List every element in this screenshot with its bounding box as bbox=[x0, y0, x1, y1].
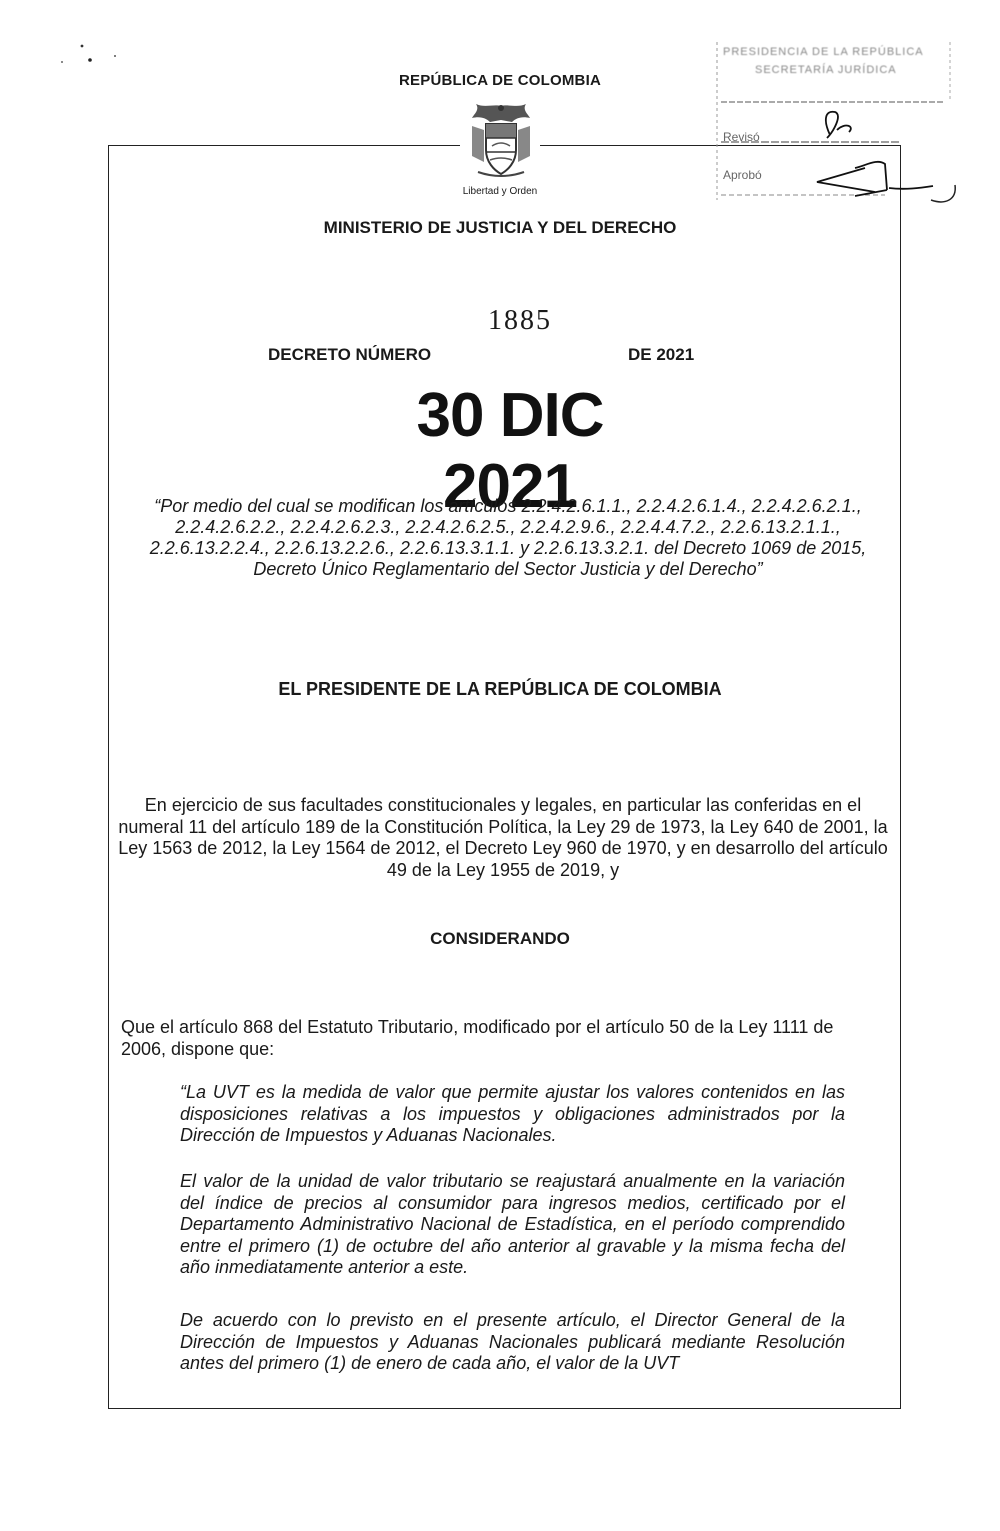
quote-paragraph: “La UVT es la medida de valor que permite ajustar los valores contenidos en las disposiciones relativas a los impuestos y obligaciones administrados por la Dirección de Impuestos y Aduanas Nacionales. bbox=[180, 1082, 845, 1145]
stamp-line-1: PRESIDENCIA DE LA REPÚBLICA bbox=[723, 46, 924, 58]
frame-bottom-line bbox=[108, 1408, 901, 1409]
date-stamp: 30 DIC 2021 bbox=[416, 381, 604, 521]
coat-of-arms-icon bbox=[466, 100, 536, 182]
decree-number: 1885 bbox=[488, 305, 552, 336]
considering-heading: CONSIDERANDO bbox=[430, 929, 570, 948]
authority-heading: EL PRESIDENTE DE LA REPÚBLICA DE COLOMBIA bbox=[278, 679, 722, 699]
frame-right-line bbox=[900, 145, 901, 1408]
decree-title: “Por medio del cual se modifican los artículos 2.2.4.2.6.1.1., 2.2.4.2.6.1.4., 2.2.4.2.6.2.1., 2.2.4.2.6.2.2., 2.2.4.2.6.2.3., 2.2.4.2.6.2.5., 2.2.4.2.9.6., 2.2.4.4.7.2., 2.2.6.13.2.1.1., 2.2.6.13.2.2.4., 2.2.6.13.2.2.6., 2.2.6.13.3.1.1. y 2.2.6.13.3.2.1. del Decreto 1069 de 2015, Decreto Único Reglamentario del Sector Justicia y del Derecho” bbox=[149, 496, 867, 579]
quote-paragraph: De acuerdo con lo previsto en el presente artículo, el Director General de la Dirección de Impuestos y Aduanas Nacionales publicará mediante Resolución antes del primero (1) de enero de cada año, el valor de la UVT bbox=[180, 1310, 845, 1373]
approval-box-lines bbox=[705, 40, 960, 210]
approval-row-1-label: Revisó bbox=[723, 130, 760, 144]
stamp-line-2: SECRETARÍA JURÍDICA bbox=[755, 64, 897, 76]
country-heading: REPÚBLICA DE COLOMBIA bbox=[399, 72, 601, 89]
approval-row-2-label: Aprobó bbox=[723, 168, 762, 182]
decree-label: DECRETO NÚMERO bbox=[268, 345, 432, 364]
scan-specks bbox=[40, 40, 130, 70]
decree-year-label: DE 2021 bbox=[628, 345, 695, 364]
considering-paragraph: Que el artículo 868 del Estatuto Tributario, modificado por el artículo 50 de la Ley 1111 de 2006, dispone que: bbox=[121, 1017, 834, 1059]
approval-box bbox=[705, 40, 960, 210]
powers-paragraph: En ejercicio de sus facultades constitucionales y legales, en particular las conferidas en el numeral 11 del artículo 189 de la Constitución Política, la Ley 29 de 1973, la Ley 640 de 2001, la Ley 1563 de 2012, la Ley 1564 de 2012, el Decreto Ley 960 de 1970, y en desarrollo del artículo 49 de la Ley 1955 de 2019, y bbox=[118, 795, 888, 880]
quote-paragraph: El valor de la unidad de valor tributario se reajustará anualmente en la variación del índice de precios al consumidor para ingresos medios, certificado por el Departamento Administrativo Nacional de Estadística, en el período comprendido entre el primero (1) de octubre del año anterior al gravable y la misma fecha del año inmediatamente anterior a este. bbox=[180, 1171, 845, 1277]
frame-top-left-line bbox=[108, 145, 460, 146]
ministry-heading: MINISTERIO DE JUSTICIA Y DEL DERECHO bbox=[323, 218, 677, 237]
seal-motto: Libertad y Orden bbox=[462, 186, 538, 197]
frame-left-line bbox=[108, 145, 109, 1408]
